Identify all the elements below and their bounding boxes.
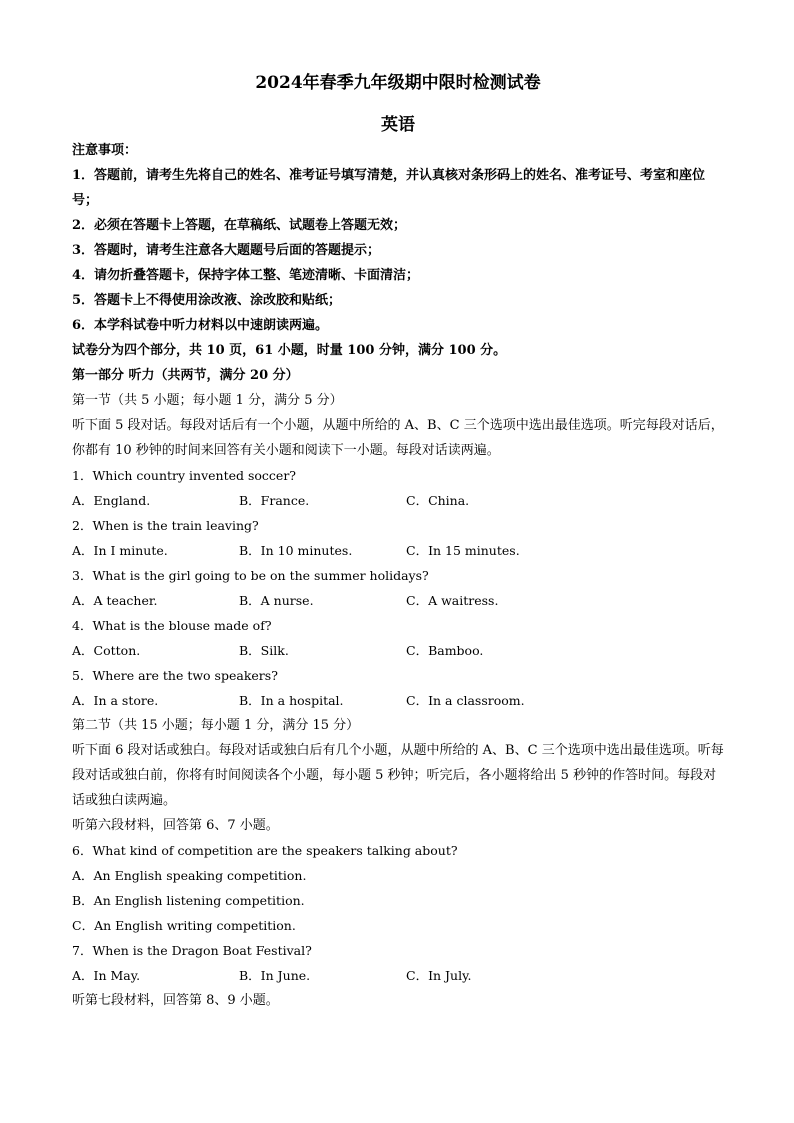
subject-title: 英语 <box>381 115 415 135</box>
question-6: 6．What kind of competition are the speakers talking about? <box>72 843 458 858</box>
question-5-options <box>72 688 724 713</box>
exam-title: 2024年春季九年级期中限时检测试卷 <box>255 73 541 93</box>
notice-item-1: 1．答题前，请考生先将自己的姓名、准考证号填写清楚，并认真核对条形码上的姓名、准考证号、考室和座位号； <box>72 168 706 208</box>
question-1-options <box>72 488 724 513</box>
material-6-prompt: 听第六段材料，回答第 6、7 小题。 <box>72 818 279 833</box>
section1-instruction: 听下面 5 段对话。每段对话后有一个小题，从题中所给的 A、B、C 三个选项中选出最佳选项。听完每段对话后，你都有 10 秒钟的时间来回答有关小题和阅读下一小题。每段对话读两遍。 <box>72 418 724 458</box>
material-7-prompt: 听第七段材料，回答第 8、9 小题。 <box>72 993 279 1008</box>
question-4: 4．What is the blouse made of? <box>72 618 272 633</box>
question-7-options <box>72 963 724 988</box>
section1-heading: 第一节（共 5 小题；每小题 1 分，满分 5 分） <box>72 393 343 408</box>
option-b: B．A nurse. <box>239 593 314 608</box>
option-b: B．France. <box>239 493 310 508</box>
notice-item-5: 5．答题卡上不得使用涂改液、涂改胶和贴纸； <box>72 293 342 308</box>
section2-instruction: 听下面 6 段对话或独白。每段对话或独白后有几个小题，从题中所给的 A、B、C 三个选项中选出最佳选项。听每段对话或独白前，你将有时间阅读各个小题，每小题 5 秒钟；听完后，各小题将给出 5 秒钟的作答时间。每段对话或独白读两遍。 <box>72 743 724 808</box>
exam-summary: 试卷分为四个部分，共 10 页，61 小题，时量 100 分钟，满分 100 分。 <box>72 343 507 358</box>
option-a: A．In May. <box>72 968 141 983</box>
notice-item-4: 4．请勿折叠答题卡，保持字体工整、笔迹清晰、卡面清洁； <box>72 268 420 283</box>
part1-heading: 第一部分 听力（共两节，满分 20 分） <box>72 368 299 383</box>
option-b: B．Silk. <box>239 643 289 658</box>
option-b: B．In June. <box>239 968 311 983</box>
question-7: 7．When is the Dragon Boat Festival? <box>72 943 312 958</box>
question-3: 3．What is the girl going to be on the summer holidays? <box>72 568 429 583</box>
question-6-option-a: A．An English speaking competition. <box>72 868 307 883</box>
option-a: A．In a store. <box>72 693 159 708</box>
option-c: C．In a classroom. <box>406 693 525 708</box>
question-2: 2．When is the train leaving? <box>72 518 259 533</box>
option-c: C．Bamboo. <box>406 643 484 658</box>
exam-page <box>72 70 724 1013</box>
option-c: C．China. <box>406 493 470 508</box>
question-2-options <box>72 538 724 563</box>
question-3-options <box>72 588 724 613</box>
notice-item-3: 3．答题时，请考生注意各大题题号后面的答题提示； <box>72 243 381 258</box>
option-a: A．A teacher. <box>72 593 158 608</box>
question-6-option-c: C．An English writing competition. <box>72 918 296 933</box>
question-4-options <box>72 638 724 663</box>
section2-heading: 第二节（共 15 小题；每小题 1 分，满分 15 分） <box>72 718 360 733</box>
option-c: C．In 15 minutes. <box>406 543 520 558</box>
option-b: B．In a hospital. <box>239 693 344 708</box>
option-a: A．England. <box>72 493 151 508</box>
question-1: 1．Which country invented soccer? <box>72 468 297 483</box>
question-6-option-b: B．An English listening competition. <box>72 893 305 908</box>
option-c: C．In July. <box>406 968 472 983</box>
option-a: A．Cotton. <box>72 643 141 658</box>
option-b: B．In 10 minutes. <box>239 543 353 558</box>
option-c: C．A waitress. <box>406 593 499 608</box>
notice-heading: 注意事项： <box>72 143 138 158</box>
notice-item-6: 6．本学科试卷中听力材料以中速朗读两遍。 <box>72 318 329 333</box>
question-5: 5．Where are the two speakers? <box>72 668 278 683</box>
option-a: A．In I minute. <box>72 543 168 558</box>
notice-item-2: 2．必须在答题卡上答题，在草稿纸、试题卷上答题无效； <box>72 218 407 233</box>
